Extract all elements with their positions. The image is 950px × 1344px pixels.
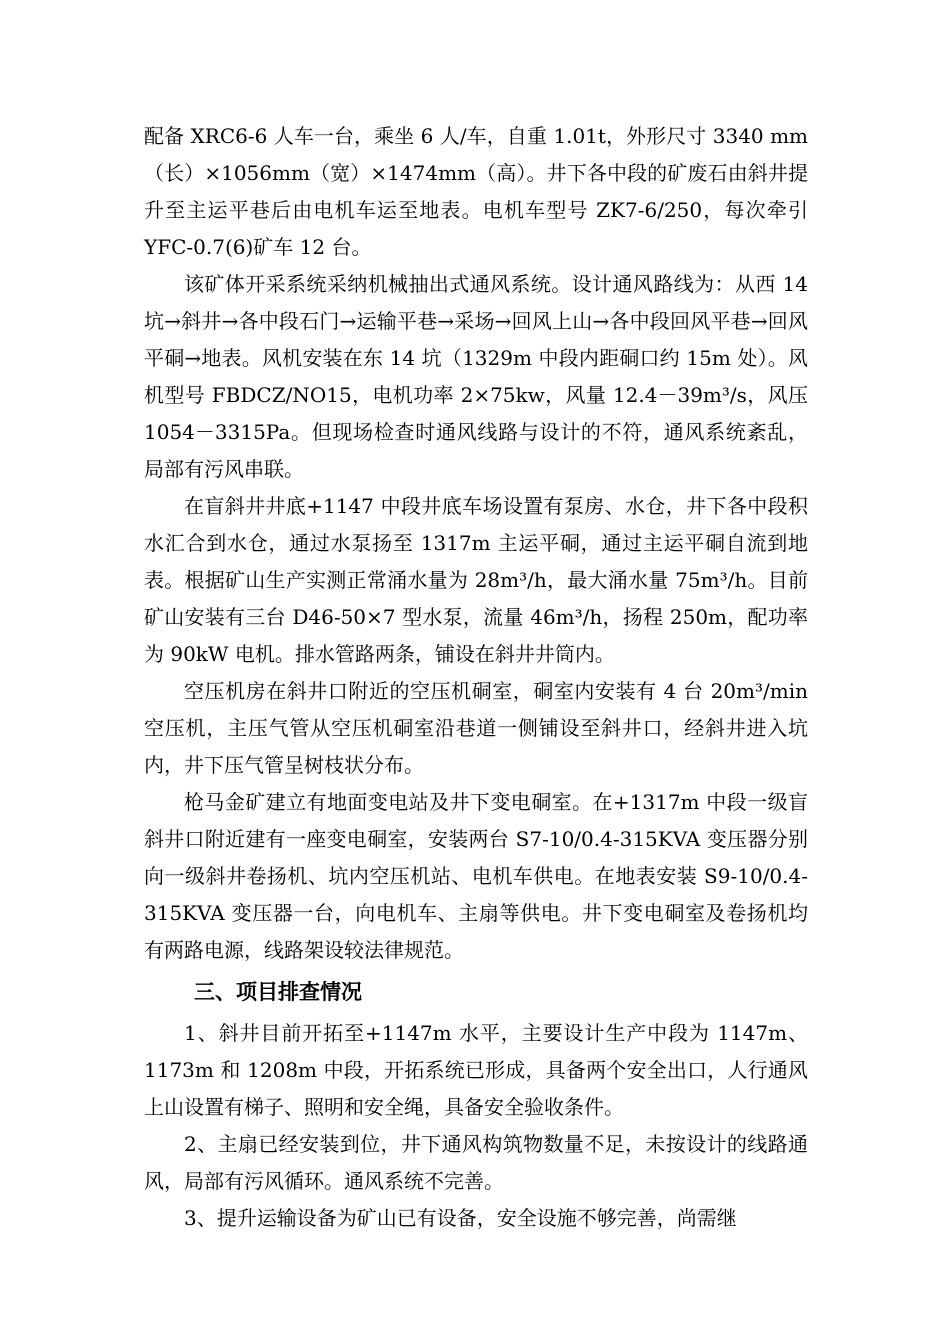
paragraph-ventilation-system: 该矿体开采系统采纳机械抽出式通风系统。设计通风路线为：从西 14 坑→斜井→各中段石门→运输平巷→采场→回风上山→各中段回风平巷→回风平硐→地表。风机安装在东 14 坑（1329m 中段内距硐口约 15m 处）。风机型号 FBDCZ/NO15，电机功率 2×75kw，风量 12.4－39m³/s，风压 1054－3315Pa。但现场检查时通风线路与设计的不符，通风系统紊乱，局部有污风串联。: [144, 272, 808, 481]
paragraph-compressed-air: 空压机房在斜井口附近的空压机硐室，硐室内安装有 4 台 20m³/min 空压机，主压气管从空压机硐室沿巷道一侧铺设至斜井口，经斜井进入坑内，井下压气管呈树枝状分布。: [144, 679, 808, 777]
section-heading: 三、项目排查情况: [194, 980, 362, 1004]
finding-item-3: 3、提升运输设备为矿山已有设备，安全设施不够完善，尚需继: [184, 1206, 737, 1230]
document-body: [144, 118, 808, 1237]
finding-item-1: 1、斜井目前开拓至+1147m 水平，主要设计生产中段为 1147m、1173m 和 1208m 中段，开拓系统已形成，具备两个安全出口，人行通风上山设置有梯子、照明和安全绳，具备安全验收条件。: [144, 1021, 808, 1119]
finding-item-2: 2、主扇已经安装到位，井下通风构筑物数量不足，未按设计的线路通风，局部有污风循环。通风系统不完善。: [144, 1132, 808, 1193]
paragraph-drainage-system: 在盲斜井井底+1147 中段井底车场设置有泵房、水仓，井下各中段积水汇合到水仓，通过水泵扬至 1317m 主运平硐，通过主运平硐自流到地表。根据矿山生产实测正常涌水量为 28m³/h，最大涌水量 75m³/h。目前矿山安装有三台 D46-50×7 型水泵，流量 46m³/h，扬程 250m，配功率为 90kW 电机。排水管路两条，铺设在斜井井筒内。: [144, 494, 808, 666]
paragraph-power-supply: 枪马金矿建立有地面变电站及井下变电硐室。在+1317m 中段一级盲斜井口附近建有一座变电硐室，安装两台 S7-10/0.4-315KVA 变压器分别向一级斜井卷扬机、坑内空压机站、电机车供电。在地表安装 S9-10/0.4-315KVA 变压器一台，向电机车、主扇等供电。井下变电硐室及卷扬机均有两路电源，线路架设较法律规范。: [144, 790, 808, 962]
paragraph-personnel-car-and-haulage: 配备 XRC6-6 人车一台，乘坐 6 人/车，自重 1.01t，外形尺寸 3340 mm（长）×1056mm（宽）×1474mm（高）。井下各中段的矿废石由斜井提升至主运平巷后由电机车运至地表。电机车型号 ZK7-6/250，每次牵引 YFC-0.7(6)矿车 12 台。: [144, 124, 808, 259]
